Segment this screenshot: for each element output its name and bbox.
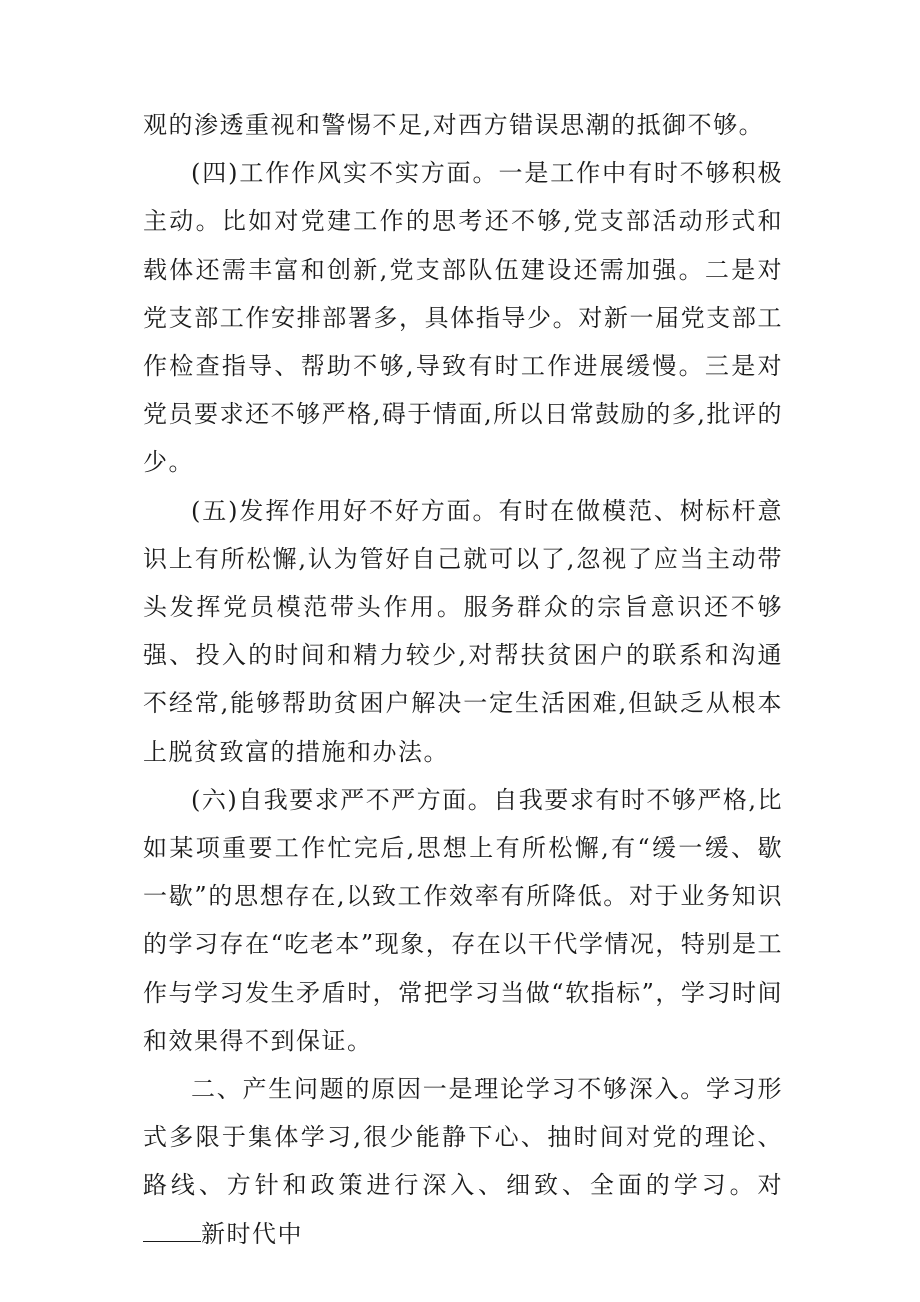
paragraph-section-5: (五)发挥作用好不好方面。有时在做模范、树标杆意识上有所松懈,认为管好自己就可以了,忽视了应当主动带头发挥党员模范带头作用。服务群众的宗旨意识还不够强、投入的时间和精力较少,对帮扶贫困户的联系和沟通不经常,能够帮助贫困户解决一定生活困难,但缺乏从根本上脱贫致富的措施和办法。 [143,496,783,766]
paragraph-part-2-tail: 新时代中 [201,1219,303,1248]
paragraph-section-6: (六)自我要求严不严方面。自我要求有时不够严格,比如某项重要工作忙完后,思想上有所松懈,有“缓一缓、歇一歇”的思想存在,以致工作效率有所降低。对于业务知识的学习存在“吃老本”现象，存在以干代学情况，特别是工作与学习发生矛盾时，常把学习当做“软指标”，学习时间和效果得不到保证。 [143,785,783,1055]
document-page [143,101,783,1258]
paragraph-part-2-text: 二、产生问题的原因一是理论学习不够深入。学习形式多限于集体学习,很少能静下心、抽时间对党的理论、路线、方针和政策进行深入、细致、全面的学习。对 [143,1075,783,1200]
paragraph-part-2 [143,1065,783,1258]
paragraph-section-4: (四)工作作风实不实方面。一是工作中有时不够积极主动。比如对党建工作的思考还不够,党支部活动形式和载体还需丰富和创新,党支部队伍建设还需加强。二是对党支部工作安排部署多，具体指导少。对新一届党支部工作检查指导、帮助不够,导致有时工作进展缓慢。三是对党员要求还不够严格,碍于情面,所以日常鼓励的多,批评的少。 [143,159,783,477]
paragraph-continuation: 观的渗透重视和警惕不足,对西方错误思潮的抵御不够。 [143,111,765,139]
fill-in-blank [143,1219,201,1242]
